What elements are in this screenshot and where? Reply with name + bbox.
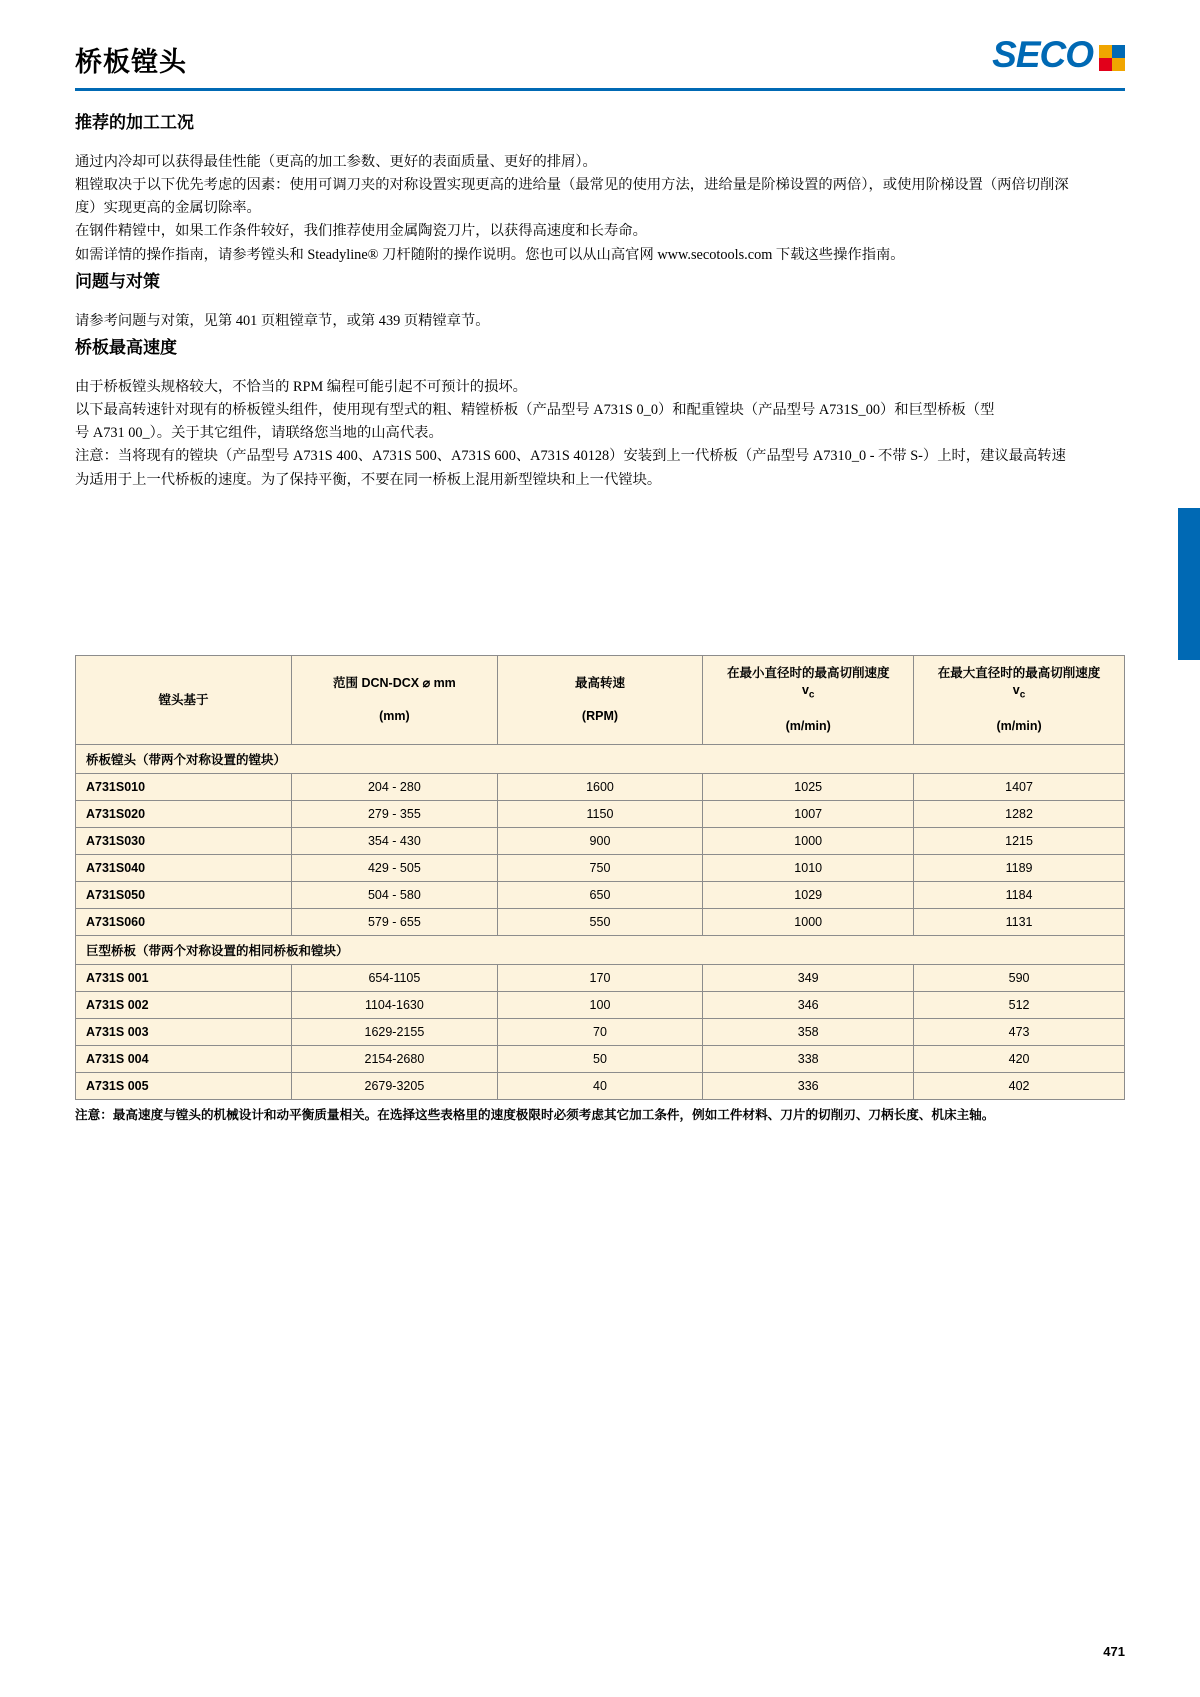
col-header-vc-min: 在最小直径时的最高切削速度 $v_c$ (m/min)	[703, 656, 914, 745]
cell-code: A731S 004	[76, 1046, 292, 1073]
table-row	[76, 882, 1125, 909]
logo-mark-icon	[1099, 45, 1125, 71]
table-body	[76, 745, 1125, 1100]
cell-range: 504 - 580	[292, 882, 498, 909]
paragraph: 注意：当将现有的镗块（产品型号 A731S 400、A731S 500、A731S 600、A731S 40128）安装到上一代桥板（产品型号 A7310_0 - 不带 S-）上时，建议最高转速为适用于上一代桥板的速度。为了保持平衡，不要在同一桥板上混用新型镗块和上一代镗块。	[75, 448, 1066, 488]
table-row	[76, 1019, 1125, 1046]
cell-vc-max: 1215	[914, 828, 1125, 855]
paragraph: 如需详情的操作指南，请参考镗头和 Steadyline® 刀杆随附的操作说明。您也可以从山高官网 www.secotools.com 下载这些操作指南。	[75, 246, 905, 263]
cell-rpm: 750	[497, 855, 703, 882]
cell-vc-max: 1184	[914, 882, 1125, 909]
cell-range: 279 - 355	[292, 801, 498, 828]
page-header	[75, 32, 1125, 92]
cell-rpm: 1150	[497, 801, 703, 828]
header-divider	[75, 88, 1125, 91]
cell-code: A731S010	[76, 774, 292, 801]
cell-vc-max: 512	[914, 992, 1125, 1019]
cell-rpm: 70	[497, 1019, 703, 1046]
cell-range: 654-1105	[292, 965, 498, 992]
cell-range: 1104-1630	[292, 992, 498, 1019]
seco-logo	[992, 34, 1125, 76]
table-row	[76, 801, 1125, 828]
cell-vc-max: 590	[914, 965, 1125, 992]
speed-table-container	[75, 655, 1125, 1100]
cell-vc-min: 358	[703, 1019, 914, 1046]
cell-rpm: 50	[497, 1046, 703, 1073]
cell-code: A731S 002	[76, 992, 292, 1019]
cell-vc-max: 1282	[914, 801, 1125, 828]
paragraph: 号 A731 00_）。关于其它组件，请联络您当地的山高代表。	[75, 425, 443, 442]
logo-text: SECO	[992, 34, 1093, 75]
cell-rpm: 1600	[497, 774, 703, 801]
group-label: 桥板镗头（带两个对称设置的镗块）	[76, 745, 1125, 774]
cell-vc-min: 1000	[703, 828, 914, 855]
cell-vc-min: 1025	[703, 774, 914, 801]
table-row	[76, 1046, 1125, 1073]
col-header-rpm: 最高转速 (RPM)	[497, 656, 703, 745]
cell-range: 354 - 430	[292, 828, 498, 855]
cell-vc-max: 1407	[914, 774, 1125, 801]
cell-vc-min: 1010	[703, 855, 914, 882]
cell-vc-max: 402	[914, 1073, 1125, 1100]
cell-code: A731S 003	[76, 1019, 292, 1046]
cell-rpm: 900	[497, 828, 703, 855]
cell-rpm: 40	[497, 1073, 703, 1100]
cell-range: 579 - 655	[292, 909, 498, 936]
table-head	[76, 656, 1125, 745]
cell-vc-min: 1000	[703, 909, 914, 936]
paragraph: 由于桥板镗头规格较大，不恰当的 RPM 编程可能引起不可预计的损坏。	[75, 378, 527, 395]
section-heading-max-speed: 桥板最高速度	[75, 337, 177, 357]
group-label: 巨型桥板（带两个对称设置的相同桥板和镗块）	[76, 936, 1125, 965]
paragraph: 以下最高转速针对现有的桥板镗头组件，使用现有型式的粗、精镗桥板（产品型号 A731S 0_0）和配重镗块（产品型号 A731S_00）和巨型桥板（型	[75, 402, 995, 419]
table-row	[76, 774, 1125, 801]
page-number: 471	[1103, 1644, 1125, 1659]
cell-rpm: 100	[497, 992, 703, 1019]
cell-vc-min: 349	[703, 965, 914, 992]
table-footnote: 注意：最高速度与镗头的机械设计和动平衡质量相关。在选择这些表格里的速度极限时必须考虑其它加工条件，例如工件材料、刀片的切削刃、刀柄长度、机床主轴。	[75, 1108, 995, 1122]
table-row	[76, 909, 1125, 936]
cell-range: 2154-2680	[292, 1046, 498, 1073]
cell-range: 1629-2155	[292, 1019, 498, 1046]
cell-vc-min: 1007	[703, 801, 914, 828]
cell-code: A731S 005	[76, 1073, 292, 1100]
paragraph: 粗镗取决于以下优先考虑的因素：使用可调刀夹的对称设置实现更高的进给量（最常见的使用方法，进给量是阶梯设置的两倍），或使用阶梯设置（两倍切削深度）实现更高的金属切除率。	[75, 177, 1069, 217]
cell-range: 429 - 505	[292, 855, 498, 882]
table-row	[76, 828, 1125, 855]
cell-range: 2679-3205	[292, 1073, 498, 1100]
cell-rpm: 650	[497, 882, 703, 909]
section-heading-recommended: 推荐的加工工况	[75, 113, 194, 132]
table-header-row	[76, 656, 1125, 745]
col-header-range: 范围 DCN-DCX ⌀ mm (mm)	[292, 656, 498, 745]
cell-code: A731S060	[76, 909, 292, 936]
cell-code: A731S020	[76, 801, 292, 828]
table-row	[76, 965, 1125, 992]
table-row	[76, 992, 1125, 1019]
cell-vc-max: 473	[914, 1019, 1125, 1046]
cell-vc-max: 420	[914, 1046, 1125, 1073]
cell-vc-min: 338	[703, 1046, 914, 1073]
paragraph: 通过内冷却可以获得最佳性能（更高的加工参数、更好的表面质量、更好的排屑）。	[75, 154, 597, 170]
cell-vc-min: 336	[703, 1073, 914, 1100]
section-heading-problems: 问题与对策	[75, 271, 160, 291]
cell-vc-max: 1189	[914, 855, 1125, 882]
table-row	[76, 855, 1125, 882]
col-header-vc-max: 在最大直径时的最高切削速度 $v_c$ (m/min)	[914, 656, 1125, 745]
table-group-row	[76, 745, 1125, 774]
cell-rpm: 170	[497, 965, 703, 992]
cell-vc-min: 1029	[703, 882, 914, 909]
page-title: 桥板镗头	[75, 47, 187, 77]
cell-code: A731S 001	[76, 965, 292, 992]
cell-code: A731S040	[76, 855, 292, 882]
cell-code: A731S030	[76, 828, 292, 855]
cell-vc-max: 1131	[914, 909, 1125, 936]
cell-vc-min: 346	[703, 992, 914, 1019]
max-speed-table	[75, 655, 1125, 1100]
paragraph: 请参考问题与对策，见第 401 页粗镗章节，或第 439 页精镗章节。	[75, 312, 490, 329]
paragraph: 在钢件精镗中，如果工作条件较好，我们推荐使用金属陶瓷刀片，以获得高速度和长寿命。	[75, 223, 647, 240]
cell-rpm: 550	[497, 909, 703, 936]
col-header-basis: 镗头基于	[76, 656, 292, 745]
document-body	[75, 108, 1075, 492]
chapter-side-tab	[1178, 508, 1200, 660]
cell-code: A731S050	[76, 882, 292, 909]
cell-range: 204 - 280	[292, 774, 498, 801]
table-row	[76, 1073, 1125, 1100]
table-group-row	[76, 936, 1125, 965]
